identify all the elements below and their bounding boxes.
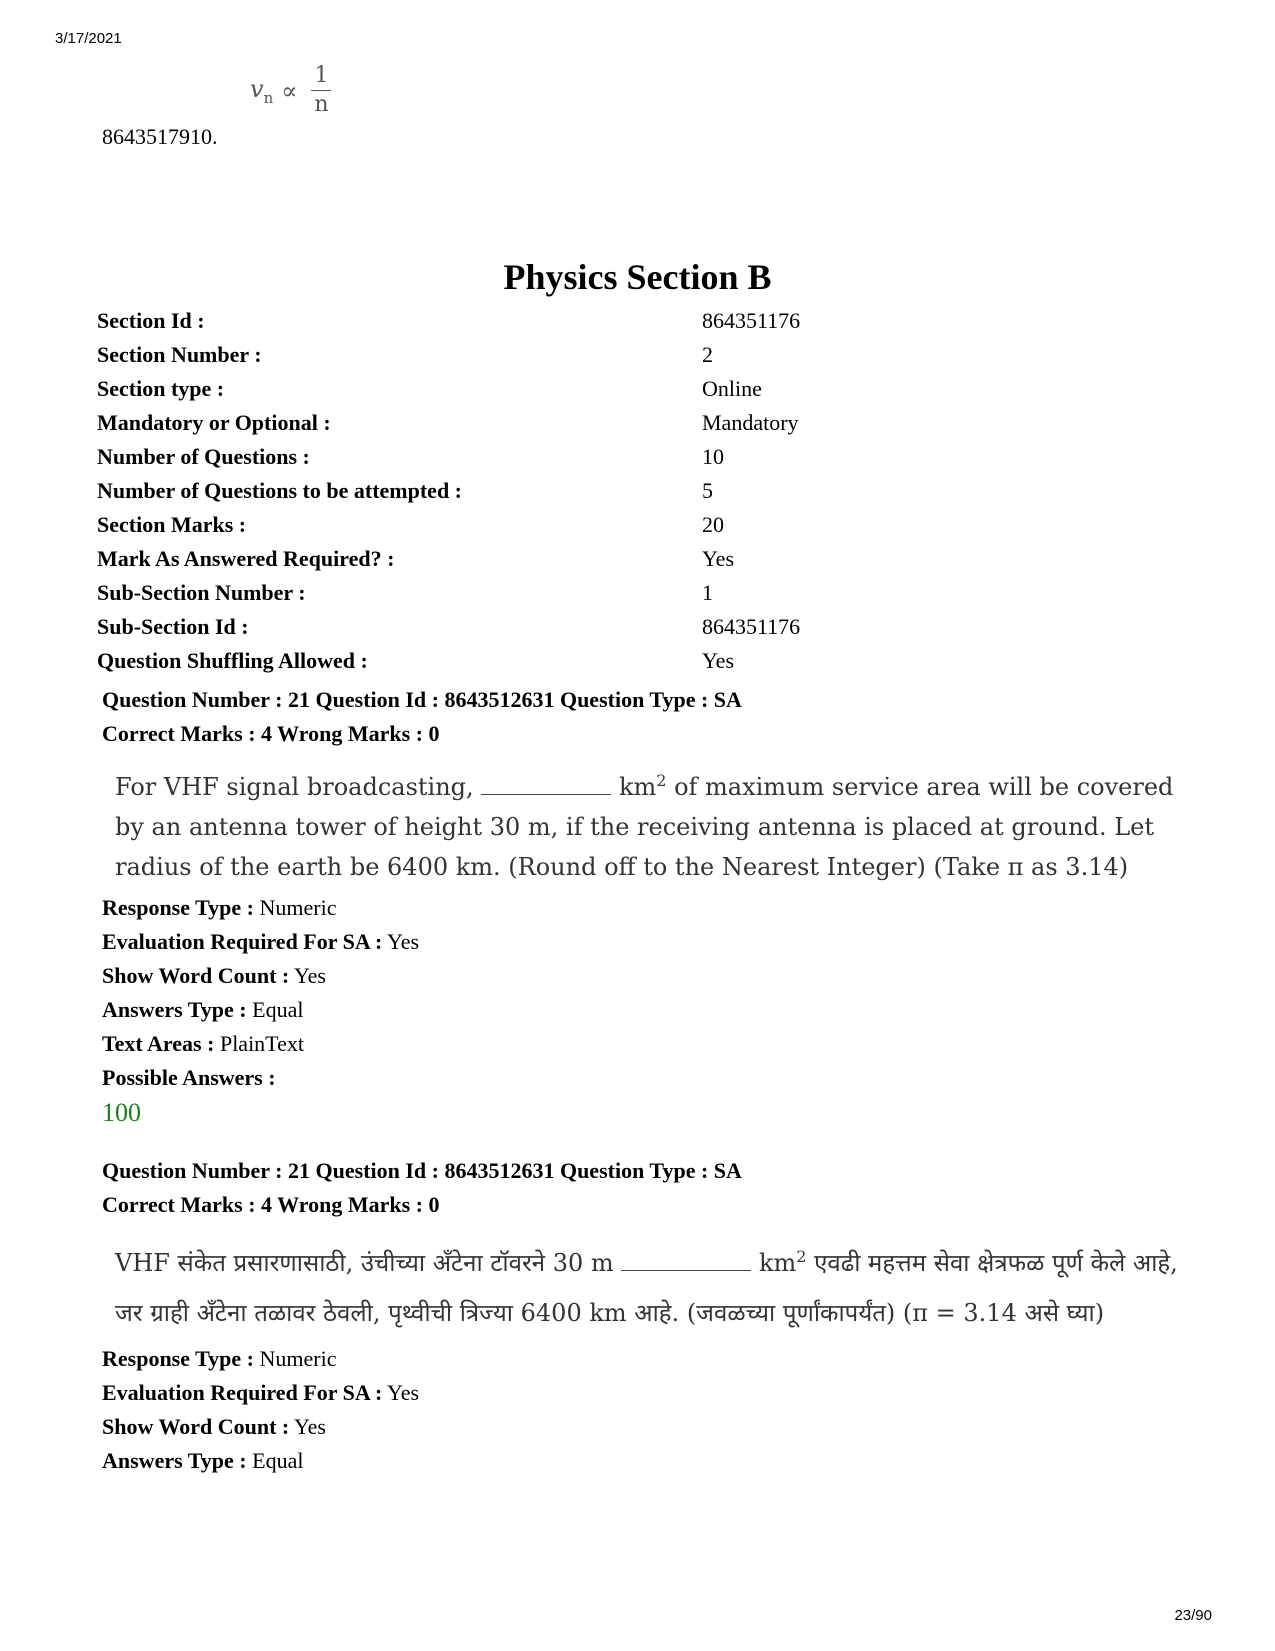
metadata-row <box>97 576 1147 610</box>
property-value: PlainText <box>219 1031 304 1056</box>
section-metadata <box>97 304 1147 678</box>
metadata-row <box>97 406 1147 440</box>
proportional-symbol: ∝ <box>281 76 298 105</box>
metadata-row <box>97 474 1147 508</box>
question-marks: Correct Marks : 4 Wrong Marks : 0 <box>102 1192 440 1217</box>
question-marathi <box>102 1154 1202 1478</box>
question-properties <box>102 891 1202 1095</box>
metadata-row <box>97 610 1147 644</box>
metadata-key: Number of Questions : <box>97 444 310 469</box>
property-row <box>102 959 1202 993</box>
fraction-denominator: n <box>314 92 329 117</box>
metadata-value: Online <box>702 376 762 401</box>
property-row <box>102 1376 1202 1410</box>
metadata-value: Yes <box>702 546 735 571</box>
metadata-key: Section Number : <box>97 342 262 367</box>
metadata-key: Section Id : <box>97 308 205 333</box>
metadata-key: Section Marks : <box>97 512 247 537</box>
metadata-key: Sub-Section Number : <box>97 580 306 605</box>
property-value: Yes <box>293 1414 326 1439</box>
property-value: Yes <box>387 1380 420 1405</box>
property-row <box>102 1027 1202 1061</box>
property-key: Text Areas : <box>102 1031 215 1056</box>
property-row <box>102 1444 1202 1478</box>
metadata-value: 10 <box>702 444 724 469</box>
metadata-row <box>97 542 1147 576</box>
property-key: Response Type : <box>102 895 254 920</box>
property-row <box>102 891 1202 925</box>
question-properties <box>102 1342 1202 1478</box>
metadata-value: Mandatory <box>702 410 799 435</box>
metadata-value: Yes <box>702 648 735 673</box>
metadata-key: Question Shuffling Allowed : <box>97 648 368 673</box>
page-number: 23/90 <box>1174 1607 1212 1624</box>
property-value: Numeric <box>259 895 337 920</box>
property-key: Response Type : <box>102 1346 254 1371</box>
metadata-row <box>97 304 1147 338</box>
metadata-value: 5 <box>702 478 713 503</box>
property-key: Evaluation Required For SA : <box>102 929 383 954</box>
metadata-key: Sub-Section Id : <box>97 614 249 639</box>
question-text: For VHF signal broadcasting, $km^2$ of maximum service area will be covered by an antenna tower of height 30 m, if the receiving antenna is placed at ground. Let radius of the earth be 6400 km. (Round off to the Nearest Integer) (Take π as 3.14) <box>115 771 1174 881</box>
property-row <box>102 1410 1202 1444</box>
property-row <box>102 925 1202 959</box>
metadata-row <box>97 440 1147 474</box>
metadata-row <box>97 508 1147 542</box>
question-marks: Correct Marks : 4 Wrong Marks : 0 <box>102 721 440 746</box>
metadata-value: 2 <box>702 342 713 367</box>
formula-fraction <box>311 62 331 119</box>
question-header: Question Number : 21 Question Id : 8643512631 Question Type : SA <box>102 1158 742 1183</box>
formula-variable: $v_n$ <box>250 74 274 107</box>
property-key: Answers Type : <box>102 997 247 1022</box>
metadata-value: 20 <box>702 512 724 537</box>
metadata-row <box>97 644 1147 678</box>
metadata-key: Mark As Answered Required? : <box>97 546 395 571</box>
answer-blank <box>621 1248 751 1271</box>
question-english <box>102 683 1202 1131</box>
property-key: Show Word Count : <box>102 1414 290 1439</box>
question-text: VHF संकेत प्रसारणासाठी, उंचीच्या अँटेना टॉवरने 30 m $km^2$ एवढी महत्तम सेवा क्षेत्रफळ पूर्ण केले आहे, जर ग्राही अँटेना तळावर ठेवली, पृथ्वीची त्रिज्या 6400 km आहे. (जवळच्या पूर्णांकापर्यंत) (π = 3.14 असे घ्या) <box>115 1247 1178 1327</box>
property-value: Yes <box>293 963 326 988</box>
property-value: Equal <box>252 997 304 1022</box>
velocity-proportionality-formula <box>250 62 331 119</box>
possible-answer: 100 <box>102 1098 141 1127</box>
property-row <box>102 1061 1202 1095</box>
question-header: Question Number : 21 Question Id : 8643512631 Question Type : SA <box>102 687 742 712</box>
property-key: Evaluation Required For SA : <box>102 1380 383 1405</box>
property-value: Yes <box>387 929 420 954</box>
metadata-key: Number of Questions to be attempted : <box>97 478 463 503</box>
property-key: Answers Type : <box>102 1448 247 1473</box>
metadata-value: 1 <box>702 580 713 605</box>
previous-answer-id: 8643517910. <box>102 124 218 149</box>
property-value: Numeric <box>259 1346 337 1371</box>
property-row <box>102 1342 1202 1376</box>
answer-blank <box>481 772 611 795</box>
section-title: Physics Section B <box>503 257 772 297</box>
metadata-value: 864351176 <box>702 614 801 639</box>
metadata-key: Mandatory or Optional : <box>97 410 331 435</box>
metadata-row <box>97 338 1147 372</box>
property-value: Equal <box>252 1448 304 1473</box>
property-key: Show Word Count : <box>102 963 290 988</box>
metadata-row <box>97 372 1147 406</box>
fraction-numerator: 1 <box>311 62 331 91</box>
property-key: Possible Answers : <box>102 1065 276 1090</box>
metadata-value: 864351176 <box>702 308 801 333</box>
property-row <box>102 993 1202 1027</box>
metadata-key: Section type : <box>97 376 225 401</box>
print-date: 3/17/2021 <box>55 30 122 47</box>
